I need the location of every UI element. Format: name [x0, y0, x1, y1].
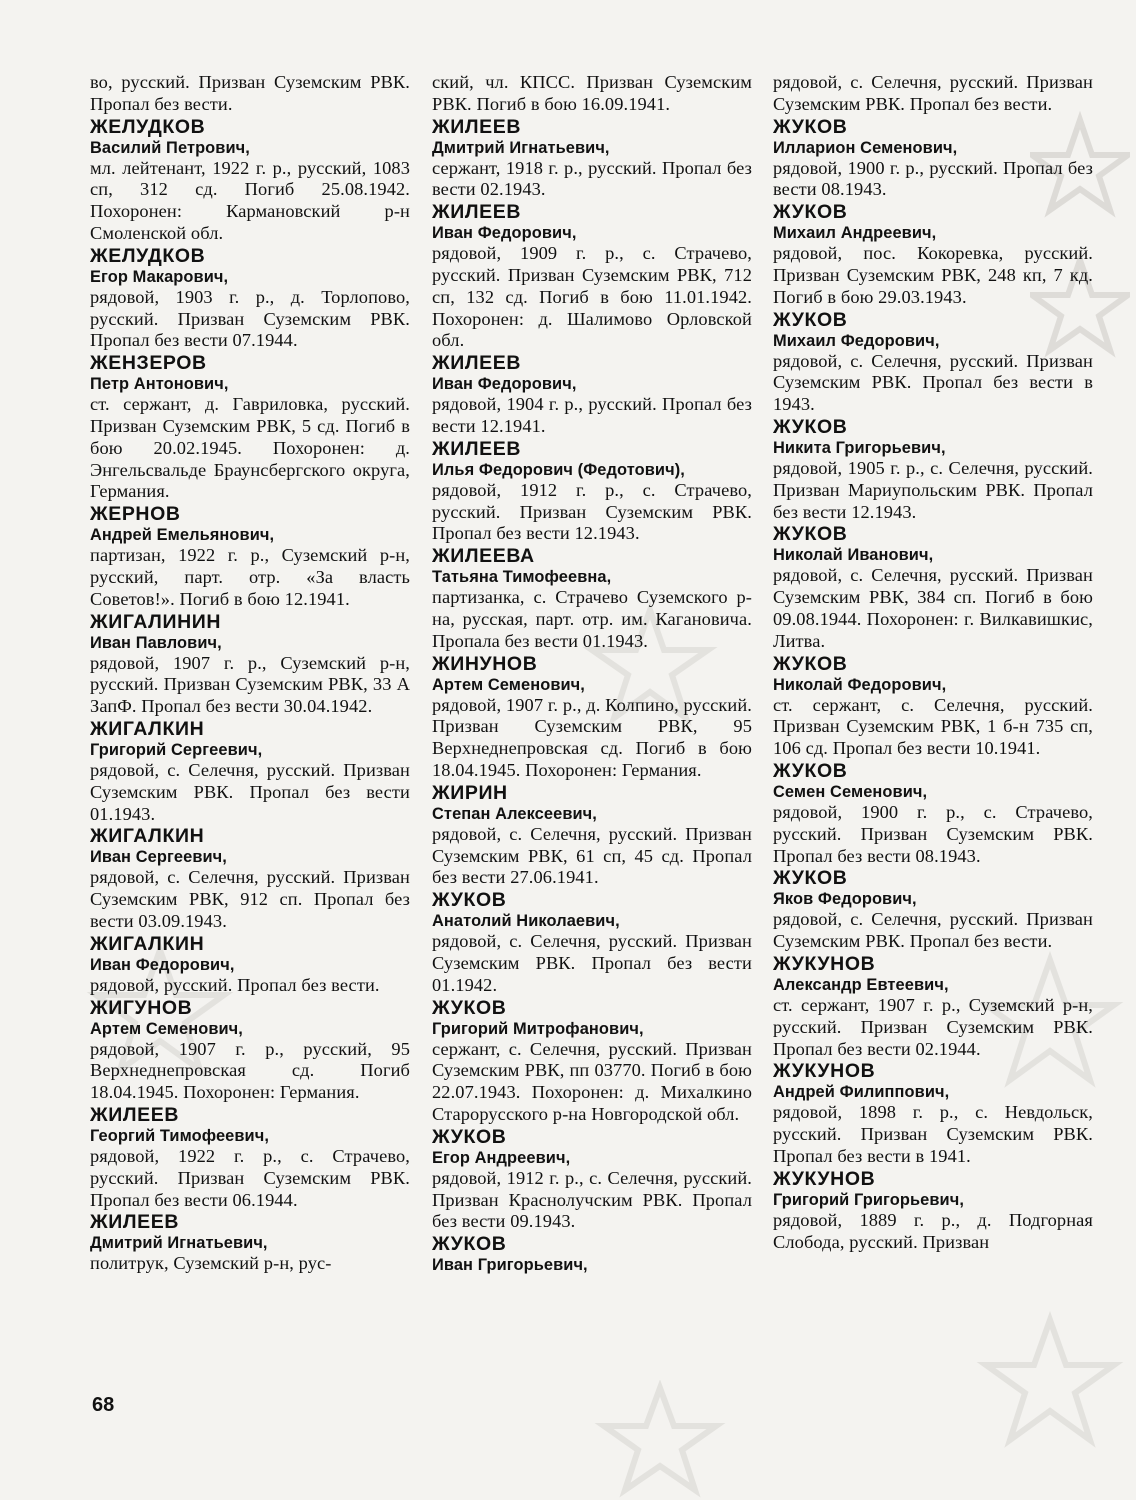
entry-surname: ЖИГАЛКИН	[90, 717, 205, 740]
entry-details: мл. лейтенант, 1922 г. р., русский, 1083 сп, 312 сд. Погиб 25.08.1942. Похоронен: Кармановский р-н Смоленской обл.	[90, 157, 410, 243]
entry-surname: ЖИЛЕЕВ	[432, 115, 522, 138]
entry-given-name: Иван Федорович,	[432, 375, 577, 394]
entry-details: рядовой, с. Селечня, русский. Призван Суземским РВК. Пропал без вести.	[773, 909, 1093, 952]
text-column-1	[90, 72, 410, 1275]
entry-given-name: Андрей Филиппович,	[773, 1083, 950, 1102]
entry-given-name: Григорий Митрофанович,	[432, 1019, 644, 1038]
memorial-entry	[432, 997, 752, 1126]
memorial-entry	[432, 116, 752, 202]
entry-given-name: Илья Федорович (Федотович),	[432, 460, 685, 479]
entry-surname: ЖИЛЕЕВА	[432, 545, 535, 568]
memorial-entry	[773, 201, 1093, 308]
entry-surname: ЖЕРНОВ	[90, 503, 181, 526]
page-number: 68	[92, 1394, 115, 1416]
entry-surname: ЖИГАЛКИН	[90, 932, 205, 955]
entry-given-name: Артем Семенович,	[432, 675, 585, 694]
memorial-entry	[432, 545, 752, 652]
memorial-entry	[432, 1233, 752, 1275]
entry-details: рядовой, 1909 г. р., с. Страчево, русский. Призван Суземским РВК, 712 сп, 132 сд. Погиб в бою 11.01.1942. Похоронен: д. Шалимово Орловской обл.	[432, 243, 752, 351]
entry-details: рядовой, 1900 г. р., с. Страчево, русский. Призван Суземским РВК. Пропал без вести 08.1943.	[773, 801, 1093, 866]
entry-surname: ЖИГАЛИНИН	[90, 610, 222, 633]
memorial-entry	[773, 653, 1093, 760]
entry-given-name: Дмитрий Игнатьевич,	[432, 138, 610, 157]
memorial-entry	[773, 953, 1093, 1060]
text-column-2	[432, 72, 752, 1275]
memorial-entry	[432, 1126, 752, 1233]
entry-details: рядовой, с. Селечня, русский. Призван Суземским РВК. Пропал без вести 01.1943.	[90, 759, 410, 824]
entry-surname: ЖУКОВ	[773, 308, 848, 331]
memorial-entry	[432, 201, 752, 352]
entry-surname: ЖИЛЕЕВ	[90, 1211, 180, 1234]
continued-entry-text: ский, чл. КПСС. Призван Суземским РВК. Погиб в бою 16.09.1941.	[432, 72, 752, 114]
entry-surname: ЖУКОВ	[432, 889, 507, 912]
memorial-entry	[90, 718, 410, 825]
entry-surname: ЖЕЛУДКОВ	[90, 244, 206, 267]
entry-surname: ЖИНУНОВ	[432, 652, 538, 675]
memorial-entry	[773, 760, 1093, 867]
entry-details: рядовой, с. Селечня, русский. Призван Суземским РВК. Пропал без вести в 1943.	[773, 350, 1093, 415]
entry-given-name: Григорий Сергеевич,	[90, 740, 263, 759]
memorial-entry	[432, 352, 752, 438]
entry-surname: ЖЕЛУДКОВ	[90, 115, 206, 138]
memorial-entry	[773, 523, 1093, 652]
entry-surname: ЖУКУНОВ	[773, 952, 876, 975]
entry-given-name: Александр Евтеевич,	[773, 975, 949, 994]
memorial-entry	[432, 438, 752, 545]
entry-details: рядовой, 1907 г. р., д. Колпино, русский. Призван Суземским РВК, 95 Верхнеднепровская сд. Погиб в бою 18.04.1945. Похоронен: Германия.	[432, 694, 752, 780]
entry-surname: ЖУКОВ	[432, 1125, 507, 1148]
memorial-entry	[90, 997, 410, 1104]
entry-details: партизан, 1922 г. р., Суземский р-н, русский, парт. отр. «За власть Советов!». Погиб в бою 12.1941.	[90, 545, 410, 609]
memorial-entry	[773, 1168, 1093, 1254]
entry-details: рядовой, 1903 г. р., д. Торлопово, русский. Призван Суземским РВК. Пропал без вести 07.1944.	[90, 286, 410, 351]
entry-surname: ЖУКОВ	[773, 759, 848, 782]
entry-given-name: Иван Павлович,	[90, 633, 222, 652]
entry-details: рядовой, с. Селечня, русский. Призван Суземским РВК. Пропал без вести 01.1942.	[432, 931, 752, 995]
entry-given-name: Иван Сергеевич,	[90, 848, 227, 867]
entry-details: рядовой, 1907 г. р., русский, 95 Верхнеднепровская сд. Погиб 18.04.1945. Похоронен: Германия.	[90, 1038, 410, 1103]
entry-details: рядовой, 1905 г. р., с. Селечня, русский. Призван Мариупольским РВК. Пропал без вести 12.1943.	[773, 457, 1093, 522]
entry-details: рядовой, 1898 г. р., с. Невдольск, русский. Призван Суземским РВК. Пропал без вести в 1941.	[773, 1102, 1093, 1166]
entry-details: ст. сержант, д. Гавриловка, русский. Призван Суземским РВК, 5 сд. Погиб в бою 20.02.1945. Похоронен: д. Энгельсвальде Браунсбергского округа, Германия.	[90, 394, 410, 502]
entry-given-name: Татьяна Тимофеевна,	[432, 568, 612, 587]
continued-entry-text: во, русский. Призван Суземским РВК. Пропал без вести.	[90, 72, 410, 114]
entry-surname: ЖУКОВ	[773, 201, 848, 224]
entry-surname: ЖИЛЕЕВ	[432, 201, 522, 224]
watermark-star-icon	[570, 1380, 750, 1500]
entry-given-name: Андрей Емельянович,	[90, 526, 275, 545]
entry-surname: ЖУКОВ	[773, 652, 848, 675]
memorial-entry	[773, 309, 1093, 416]
entry-given-name: Георгий Тимофеевич,	[90, 1126, 269, 1145]
memorial-entry	[90, 933, 410, 997]
entry-details: рядовой, 1912 г. р., с. Страчево, русский. Призван Суземским РВК. Пропал без вести 12.1943.	[432, 479, 752, 544]
entry-surname: ЖУКОВ	[773, 415, 848, 438]
entry-details: сержант, 1918 г. р., русский. Пропал без вести 02.1943.	[432, 157, 752, 200]
entry-given-name: Степан Алексеевич,	[432, 804, 597, 823]
entry-surname: ЖУКОВ	[773, 867, 848, 890]
entry-given-name: Петр Антонович,	[90, 375, 229, 394]
entry-details: политрук, Суземский р-н, рус-	[90, 1253, 332, 1274]
entry-surname: ЖЕНЗЕРОВ	[90, 352, 207, 375]
memorial-entry	[432, 782, 752, 889]
entry-surname: ЖИЛЕЕВ	[432, 437, 522, 460]
entry-given-name: Иван Федорович,	[90, 955, 235, 974]
entry-given-name: Михаил Андреевич,	[773, 224, 937, 243]
entry-details: рядовой, 1922 г. р., с. Страчево, русский. Призван Суземским РВК. Пропал без вести 06.1944.	[90, 1145, 410, 1210]
memorial-entry	[773, 116, 1093, 202]
entry-given-name: Василий Петрович,	[90, 138, 250, 157]
entry-surname: ЖУКОВ	[773, 523, 848, 546]
entry-given-name: Иван Федорович,	[432, 224, 577, 243]
memorial-entry	[90, 352, 410, 503]
memorial-entry	[90, 503, 410, 610]
entry-surname: ЖУКУНОВ	[773, 1167, 876, 1190]
entry-details: рядовой, с. Селечня, русский. Призван Суземским РВК, 912 сп. Пропал без вести 03.09.1943.	[90, 867, 410, 931]
entry-surname: ЖИРИН	[432, 781, 508, 804]
entry-details: рядовой, с. Селечня, русский. Призван Суземским РВК, 61 сп, 45 сд. Пропал без вести 27.06.1941.	[432, 823, 752, 888]
entry-details: ст. сержант, 1907 г. р., Суземский р-н, русский. Призван Суземским РВК. Пропал без вести 02.1944.	[773, 994, 1093, 1059]
memorial-entry	[773, 1060, 1093, 1167]
entry-given-name: Илларион Семенович,	[773, 138, 958, 157]
memorial-entry	[90, 825, 410, 932]
memorial-entry	[90, 1104, 410, 1211]
entry-details: рядовой, 1907 г. р., Суземский р-н, русский. Призван Суземским РВК, 33 А ЗапФ. Пропал без вести 30.04.1942.	[90, 652, 410, 717]
entry-details: рядовой, русский. Пропал без вести.	[90, 974, 380, 995]
entry-details: рядовой, с. Селечня, русский. Призван Суземским РВК, 384 сп. Погиб в бою 09.08.1944. Похоронен: г. Вилкавишкис, Литва.	[773, 565, 1093, 651]
entry-details: рядовой, 1904 г. р., русский. Пропал без вести 12.1941.	[432, 394, 752, 436]
entry-given-name: Егор Андреевич,	[432, 1148, 571, 1167]
entry-surname: ЖИЛЕЕВ	[432, 352, 522, 375]
entry-given-name: Артем Семенович,	[90, 1019, 243, 1038]
entry-details: рядовой, 1889 г. р., д. Подгорная Слобода, русский. Призван	[773, 1209, 1093, 1252]
entry-given-name: Анатолий Николаевич,	[432, 912, 620, 931]
entry-given-name: Дмитрий Игнатьевич,	[90, 1234, 268, 1253]
entry-given-name: Семен Семенович,	[773, 782, 928, 801]
entry-surname: ЖИГАЛКИН	[90, 825, 205, 848]
entry-details: рядовой, 1912 г. р., с. Селечня, русский. Призван Краснолучским РВК. Пропал без вести 09.1943.	[432, 1167, 752, 1232]
entry-given-name: Николай Иванович,	[773, 546, 934, 565]
memorial-entry	[90, 116, 410, 245]
entry-surname: ЖУКОВ	[773, 115, 848, 138]
entry-given-name: Яков Федорович,	[773, 890, 917, 909]
entry-surname: ЖИЛЕЕВ	[90, 1103, 180, 1126]
memorial-entry	[773, 867, 1093, 953]
entry-details: партизанка, с. Страчево Суземского р-на, русская, парт. отр. им. Кагановича. Пропала без вести 01.1943.	[432, 587, 752, 651]
memorial-entry	[90, 245, 410, 352]
entry-given-name: Иван Григорьевич,	[432, 1256, 588, 1275]
entry-given-name: Егор Макарович,	[90, 267, 229, 286]
entry-details: рядовой, 1900 г. р., русский. Пропал без вести 08.1943.	[773, 157, 1093, 200]
memorial-entry	[432, 889, 752, 996]
entry-surname: ЖУКОВ	[432, 996, 507, 1019]
entry-surname: ЖУКУНОВ	[773, 1060, 876, 1083]
memorial-entry	[432, 653, 752, 782]
entry-given-name: Николай Федорович,	[773, 675, 947, 694]
entry-surname: ЖИГУНОВ	[90, 996, 193, 1019]
entry-surname: ЖУКОВ	[432, 1233, 507, 1256]
text-column-3	[773, 72, 1093, 1253]
continued-entry-text: рядовой, с. Селечня, русский. Призван Суземским РВК. Пропал без вести.	[773, 72, 1093, 114]
memorial-entry	[90, 1211, 410, 1275]
entry-details: ст. сержант, с. Селечня, русский. Призван Суземским РВК, 1 б-н 735 сп, 106 сд. Пропал без вести 10.1941.	[773, 694, 1093, 759]
entry-given-name: Никита Григорьевич,	[773, 438, 946, 457]
entry-given-name: Михаил Федорович,	[773, 331, 940, 350]
entry-details: рядовой, пос. Кокоревка, русский. Призван Суземским РВК, 248 кп, 7 кд. Погиб в бою 29.03.1943.	[773, 243, 1093, 307]
entry-given-name: Григорий Григорьевич,	[773, 1190, 964, 1209]
memorial-entry	[773, 416, 1093, 523]
memorial-entry	[90, 611, 410, 718]
entry-details: сержант, с. Селечня, русский. Призван Суземским РВК, пп 03770. Погиб в бою 22.07.1943. Похоронен: д. Михалкино Старорусского р-на Новгородской обл.	[432, 1038, 752, 1124]
